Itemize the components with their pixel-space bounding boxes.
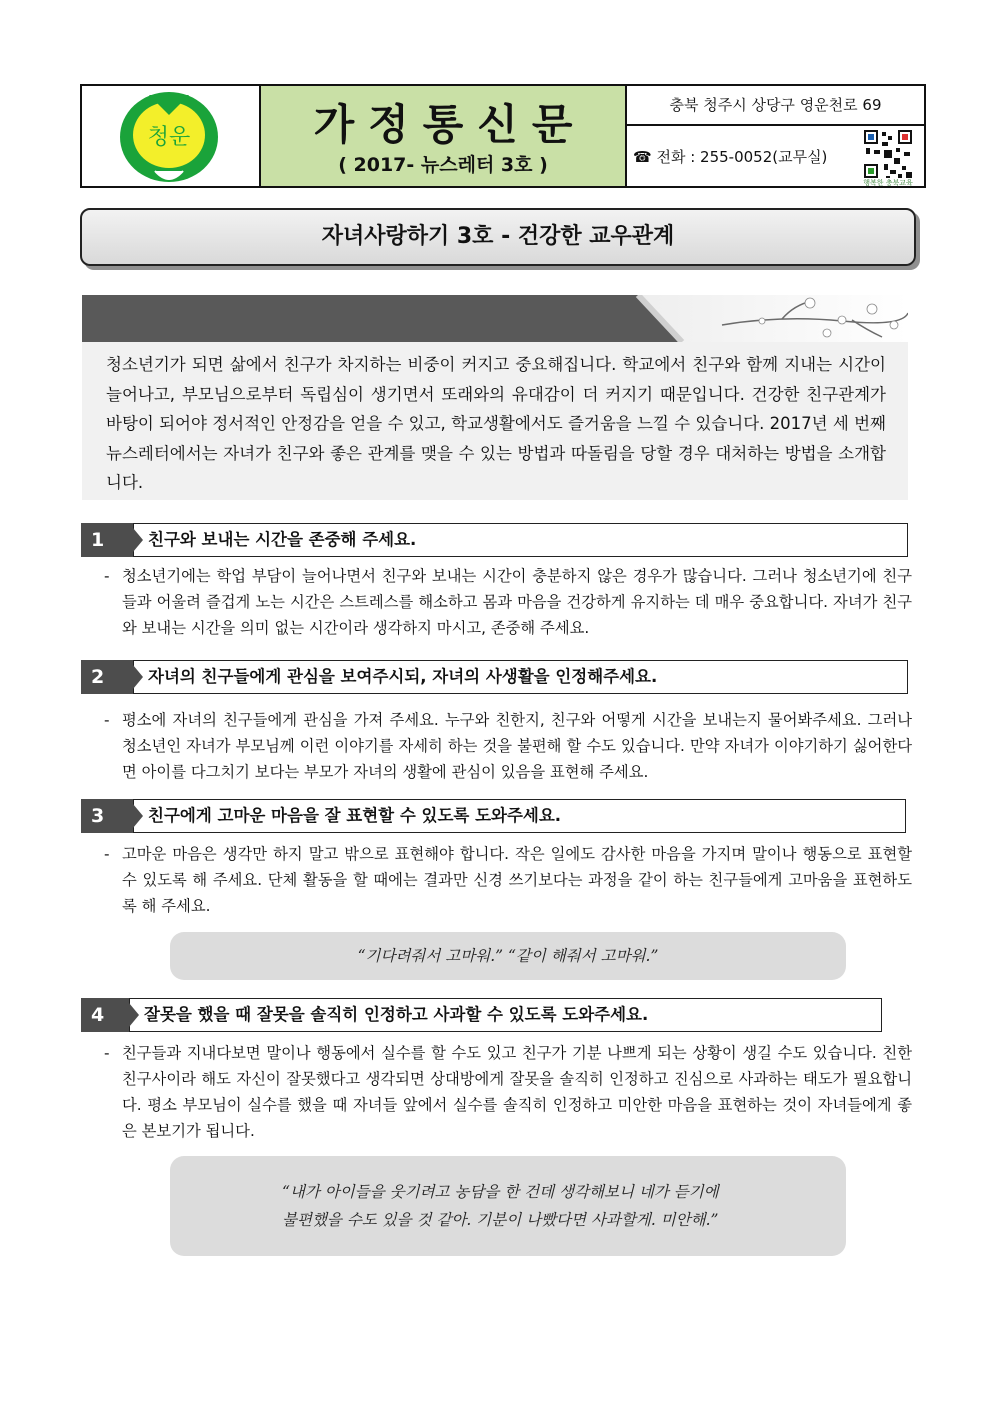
section-1-arrow-icon: [133, 528, 143, 552]
section-4-number: 4: [81, 998, 133, 1032]
section-1-text: 청소년기에는 학업 부담이 늘어나면서 친구와 보내는 시간이 충분하지 않은 경우가 많습니다. 그러나 청소년기에 친구들과 어울려 즐겁게 노는 시간은 스트레스를 해소하고 몸과 마음을 건강하게 유지하는 데 매우 중요합니다. 자녀가 친구와 보내는 시간을 의미 없는 시간이라 생각하지 마시고, 존중해 주세요.: [122, 567, 912, 637]
section-1-body: [104, 563, 912, 641]
page-title: 가정통신문: [313, 100, 587, 149]
title-cell: [261, 86, 627, 186]
section-3-arrow-icon: [133, 804, 143, 828]
quote-box-thanks: “기다려줘서 고마워.” “같이 해줘서 고마워.”: [170, 932, 846, 980]
section-4-text: 친구들과 지내다보면 말이나 행동에서 실수를 할 수도 있고 친구가 기분 나쁘게 되는 상황이 생길 수도 있습니다. 친한 친구사이라 해도 자신이 잘못했다고 생각되면 상대방에게 잘못을 솔직히 인정하고 진심으로 사과하는 태도가 필요합니다. 평소 부모님이 실수를 했을 때 자녀들 앞에서 실수를 솔직히 인정하고 미안한 마음을 표현하는 것이 자녀들에게 좋은 본보기가 됩니다.: [122, 1044, 912, 1140]
contact-cell: [627, 86, 924, 186]
section-2-text: 평소에 자녀의 친구들에게 관심을 가져 주세요. 누구와 친한지, 친구와 어떻게 시간을 보내는지 물어봐주세요. 그러나 청소년인 자녀가 부모님께 이런 이야기를 자세히 하는 것을 불편해 할 수도 있습니다. 만약 자녀가 이야기하기 싫어한다면 아이를 다그치기 보다는 부모가 자녀의 생활에 관심이 있음을 표현해 주세요.: [122, 711, 912, 781]
logo-cell: [82, 86, 261, 186]
quote-box-apology: [170, 1156, 846, 1256]
bullet-dash: -: [104, 845, 110, 863]
newsletter-header: [80, 84, 926, 188]
section-3-text: 고마운 마음은 생각만 하지 말고 밖으로 표현해야 합니다. 작은 일에도 감사한 마음을 가지며 말이나 행동으로 표현할 수 있도록 해 주세요. 단체 활동을 할 때에는 결과만 신경 쓰기보다는 과정을 같이 하는 친구들에게 고마움을 표현하도록 해 주세요.: [122, 845, 912, 915]
logo-text: 청운: [147, 125, 191, 150]
section-3-number: 3: [81, 799, 133, 833]
bullet-dash: -: [104, 567, 110, 585]
quote-line-2: 불편했을 수도 있을 것 같아. 기분이 나빴다면 사과할게. 미안해.”: [282, 1211, 719, 1229]
bullet-dash: -: [104, 1044, 110, 1062]
section-2-number: 2: [81, 660, 133, 694]
bullet-dash: -: [104, 711, 110, 729]
school-logo: [119, 91, 219, 183]
qr-caption: 행복한 충북교육: [863, 179, 913, 187]
section-2-title: 자녀의 친구들에게 관심을 보여주시되, 자녀의 사생활을 인정해주세요.: [133, 660, 908, 694]
section-4-arrow-icon: [129, 1003, 139, 1027]
section-1-title: 친구와 보내는 시간을 존중해 주세요.: [133, 523, 908, 557]
section-3-title: 친구에게 고마운 마음을 잘 표현할 수 있도록 도와주세요.: [133, 799, 906, 833]
section-4-body: [104, 1040, 912, 1144]
section-2-body: [104, 707, 912, 785]
qr-code-icon[interactable]: [862, 128, 914, 180]
intro-header-bar: [82, 295, 908, 342]
phone-number: ☎ 전화 : 255-0052(교무실): [633, 148, 828, 166]
page-subtitle: ( 2017- 뉴스레터 3호 ): [338, 154, 548, 176]
school-address: 충북 청주시 상당구 영운천로 69: [627, 86, 924, 126]
topic-banner: 자녀사랑하기 3호 - 건강한 교우관계: [80, 208, 916, 266]
section-2-arrow-icon: [133, 665, 143, 689]
section-1-number: 1: [81, 523, 133, 557]
section-4-title: 잘못을 했을 때 잘못을 솔직히 인정하고 사과할 수 있도록 도와주세요.: [129, 998, 882, 1032]
section-3-body: [104, 841, 912, 919]
intro-paragraph: 청소년기가 되면 삶에서 친구가 차지하는 비중이 커지고 중요해집니다. 학교에서 친구와 함께 지내는 시간이 늘어나고, 부모님으로부터 독립심이 생기면서 또래와의 유대감이 더 커지기 때문입니다. 건강한 친구관계가 바탕이 되어야 정서적인 안정감을 얻을 수 있고, 학교생활에서도 즐거움을 느낄 수 있습니다. 2017년 세 번째 뉴스레터에서는 자녀가 친구와 좋은 관계를 맺을 수 있는 방법과 따돌림을 당할 경우 대처하는 방법을 소개합니다.: [82, 342, 908, 500]
quote-line-1: “내가 아이들을 웃기려고 농담을 한 건데 생각해보니 네가 듣기에: [282, 1183, 719, 1201]
